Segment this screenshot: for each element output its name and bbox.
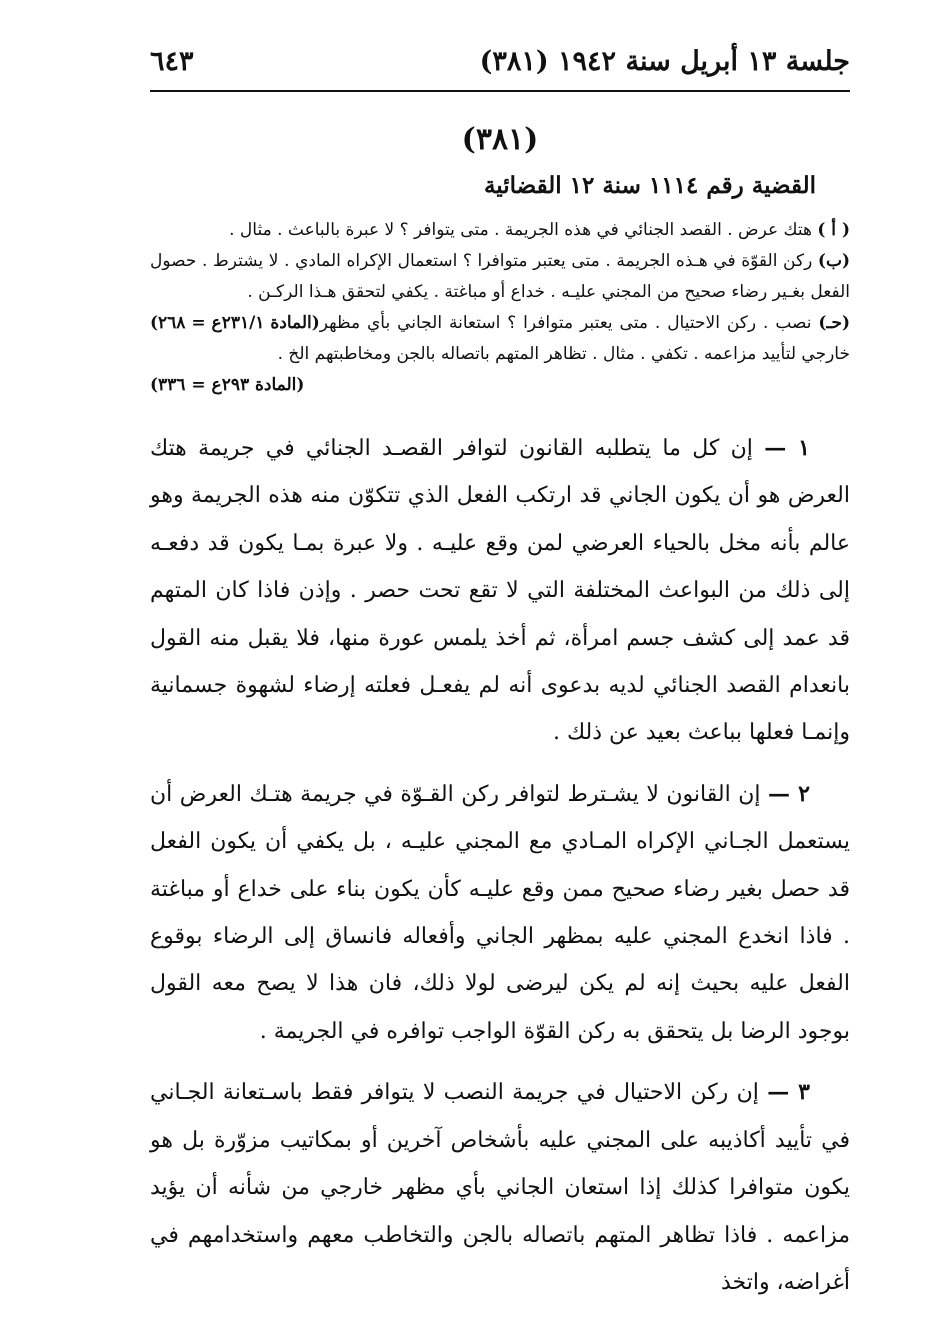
summary-text: هتك عرض . القصد الجنائي في هذه الجريمة . متى يتوافر ؟ لا عبرة بالباعث . مثال . [229,220,812,240]
paragraph-text: إن كل ما يتطلبه القانون لتوافر القصـد الجنائي في جريمة هتك العرض هو أن يكون الجاني قد ارتكب الفعل الذي تتكوّن منه هذه الجريمة وهو عالم بأنه مخل بالحياء العرضي لمن وقع عليـه . ولا عبرة بمـا يكون قد دفعـه إلى ذلك من البواعث المختلفة التي لا تقع تحت حصر . وإذن فاذا كان المتهم قد عمد إلى كشف جسم امرأة، ثم أخذ يلمس عورة منها، فلا يقبل منه القول بانعدام القصد الجنائي لديه بدعوى أنه لم يفعـل فعلته إرضاء لشهوة جسمانية وإنمـا فعلها بباعث بعيد عن ذلك . [150,436,850,746]
paragraph-text: إن ركن الاحتيال في جريمة النصب لا يتوافر فقط باسـتعانة الجـاني في تأييد أكاذيبه على المجني عليه بأشخاص آخرين أو بمكاتيب مزوّرة بل هو يكون متوافرا كذلك إذا استعان الجاني بأي مظهر خارجي من شأنه أن يؤيد مزاعمه . فاذا تظاهر المتهم باتصاله بالجن والتخاطب معهم واستخدامهم في أغراضه، واتخذ [150,1080,850,1295]
ruling-paragraph [150,1069,850,1306]
paragraph-number: ٣ — [767,1079,810,1106]
page-number: ٦٤٣ [150,46,194,77]
paragraph-number: ٢ — [768,780,810,807]
header-divider [150,90,850,92]
article-reference: (المادة ٢٣١/١ع = ٢٦٨) [150,313,320,333]
paragraph-number: ١ — [764,435,810,461]
ruling-paragraph [150,425,850,757]
ruling-number: (٣٨١) [461,122,539,157]
summary-letter: ( أ ) [817,220,850,240]
running-header [150,46,850,88]
summary-letter: (ب) [817,251,850,271]
legal-summaries [150,215,850,401]
session-title: جلسة ١٣ أبريل سنة ١٩٤٢ (٣٨١) [479,46,850,77]
summary-item [150,215,850,246]
case-heading: القضية رقم ١١١٤ سنة ١٢ القضائية [483,172,816,199]
ruling-paragraph [150,771,850,1055]
article-reference: (المادة ٢٩٣ع = ٣٣٦) [150,375,305,395]
summary-letter: (حـ) [818,313,850,333]
paragraph-text: إن القانون لا يشـترط لتوافر ركن القـوّة في جريمة هتـك العرض أن يستعمل الجـاني الإكراه المـادي مع المجني عليـه ، بل يكفي أن يكون الفعل قد حصل بغير رضاء صحيح ممن وقع عليـه كأن يكون بناء على خداع أو مباغتة . فاذا انخدع المجني عليه بمظهر الجاني وأفعاله فانساق إلى الرضاء بوقوع الفعل عليه بحيث إنه لم يكن ليرضى لولا ذلك، فان هذا لا يصح معه القول بوجود الرضا بل يتحقق به ركن القوّة الواجب توافره في الجريمة . [150,781,850,1044]
summary-text: نصب . ركن الاحتيال . متى يعتبر متوافرا ؟ استعانة الجاني بأي مظهر خارجي لتأييد مزاعمه . تكفي . مثال . تظاهر المتهم باتصاله بالجن ومخاطبتهم الخ . [277,313,850,364]
ruling-body [150,425,850,1320]
summary-text: ركن القوّة في هـذه الجريمة . متى يعتبر متوافرا ؟ استعمال الإكراه المادي . لا يشترط . حصول الفعل بغـير رضاء صحيح من المجني عليـه . خداع أو مباغتة . يكفي لتحقق هـذا الركـن . [150,251,850,302]
